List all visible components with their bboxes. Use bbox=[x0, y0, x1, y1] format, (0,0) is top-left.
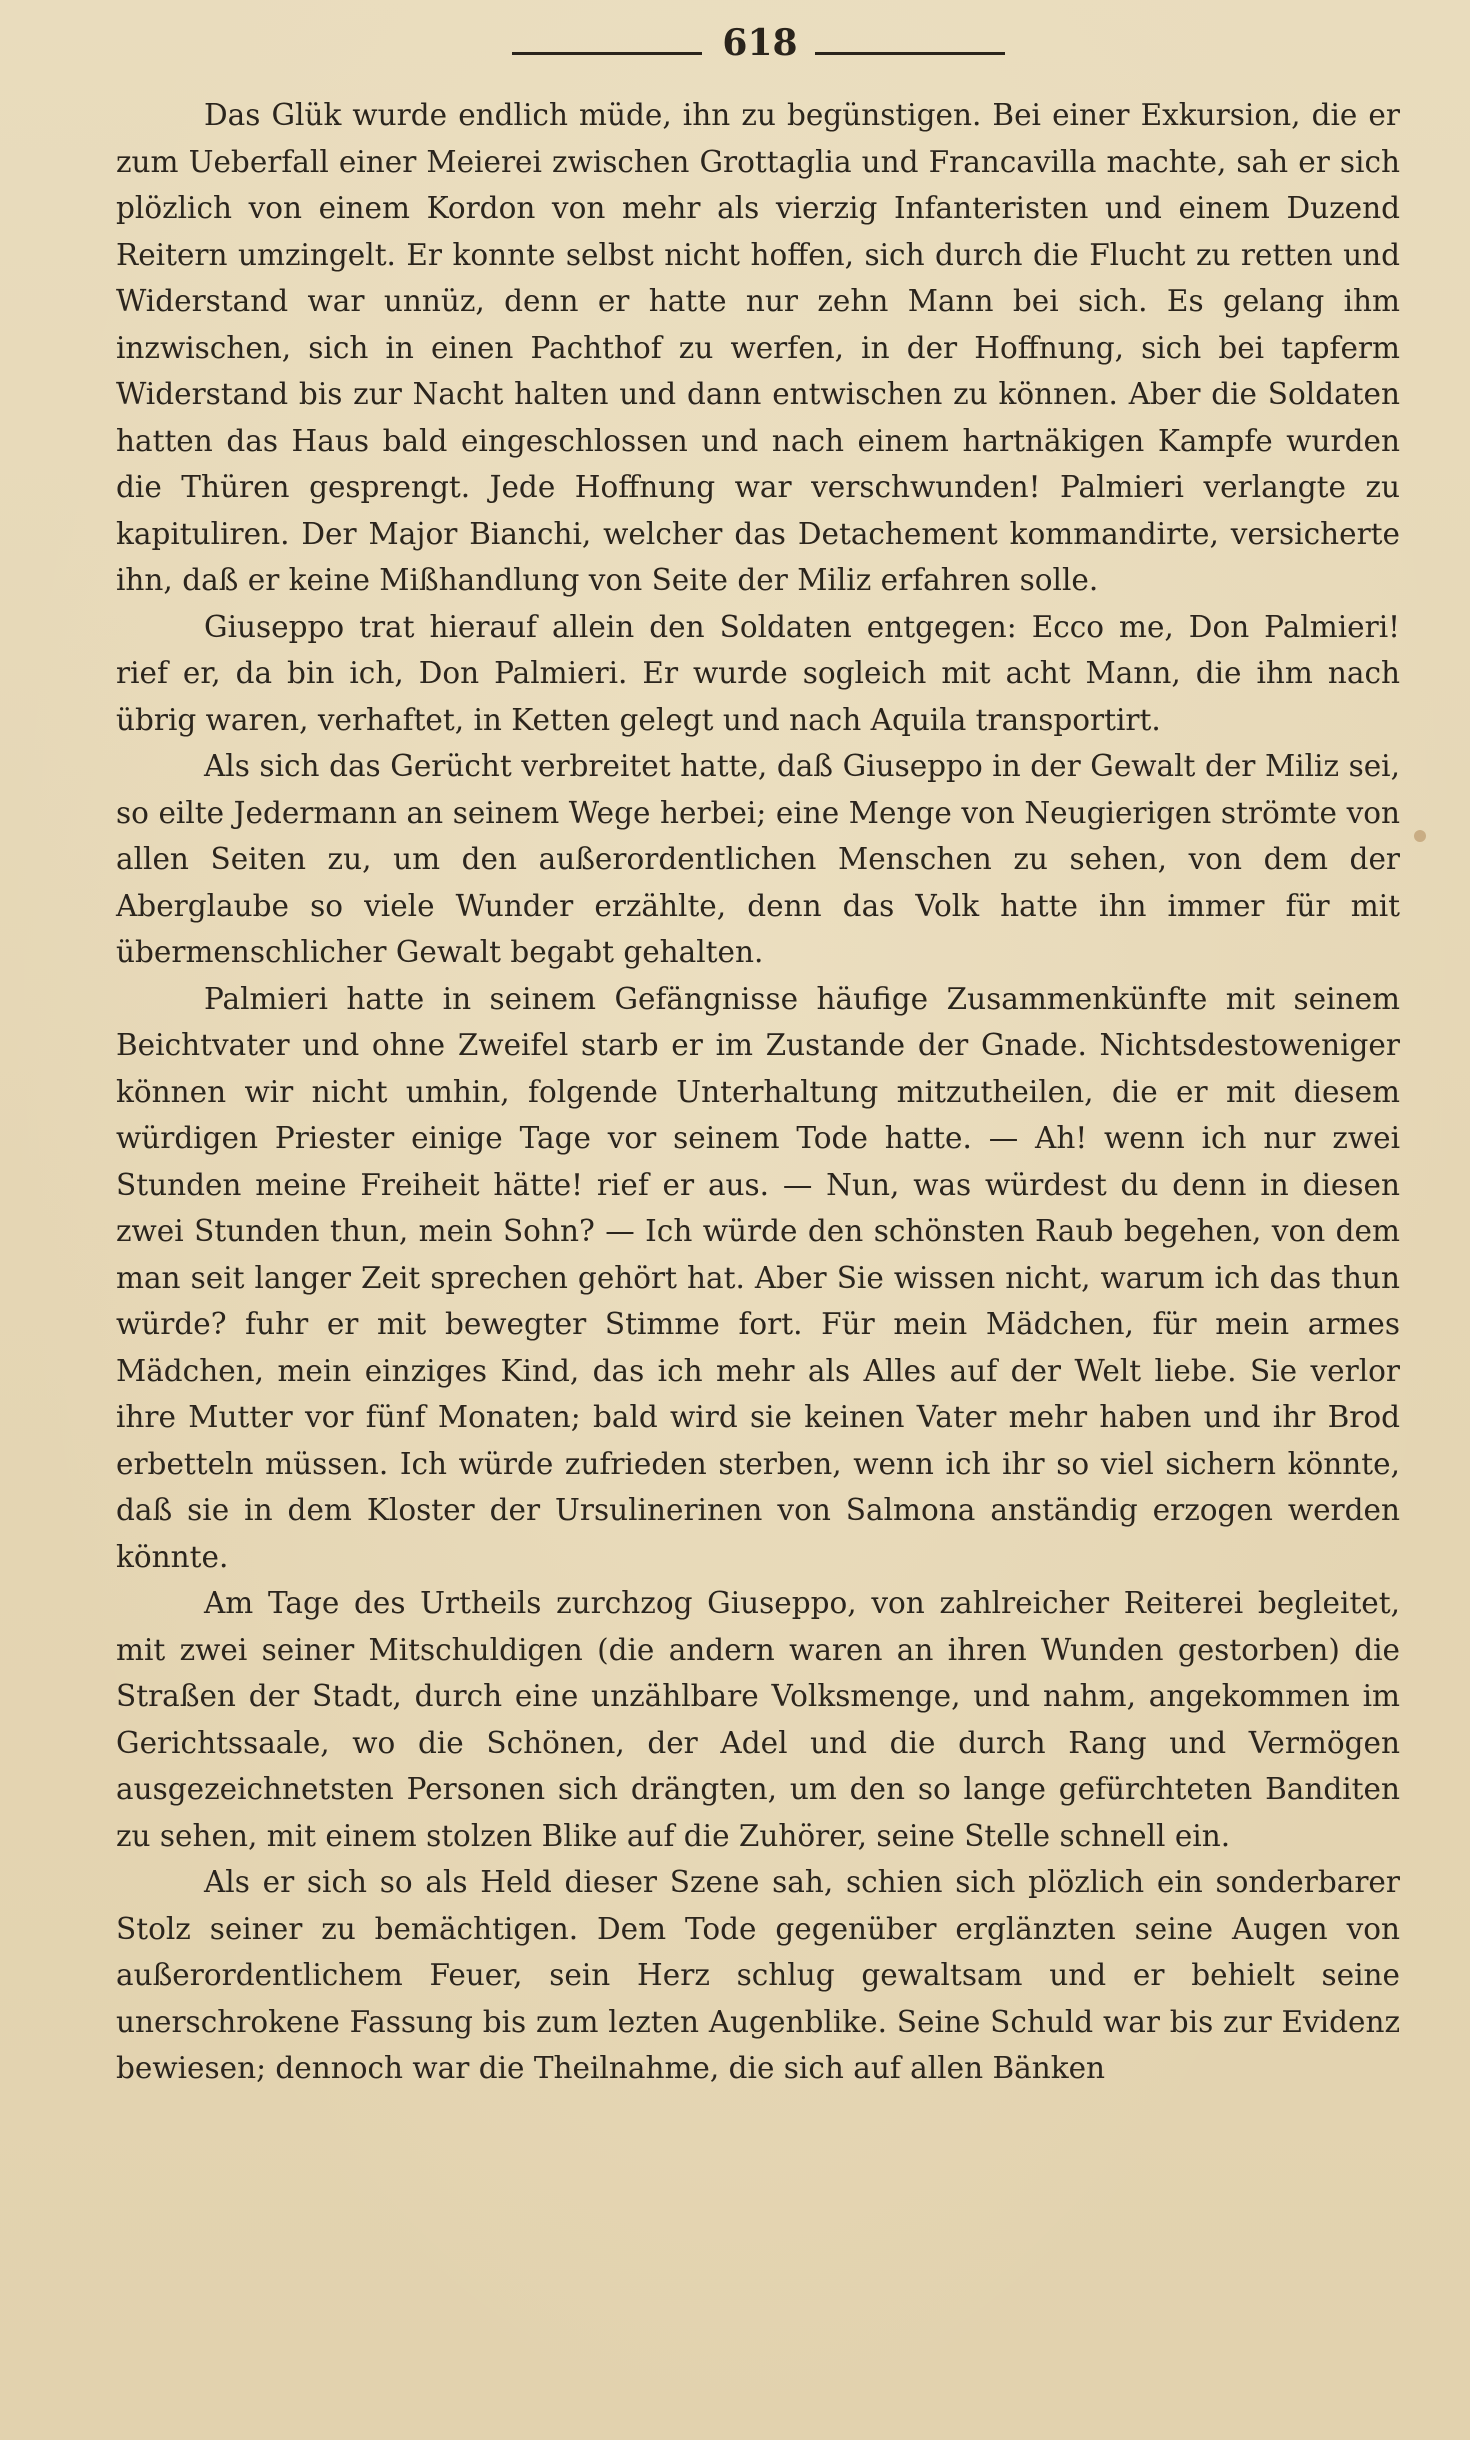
page-number: 618 bbox=[722, 22, 798, 64]
paragraph-1: Das Glük wurde endlich müde, ihn zu begünstigen. Bei einer Exkursion, die er zum Ueberfall einer Meierei zwischen Grottaglia und Francavilla machte, sah er sich plözlich von einem Kordon von mehr als vierzig Infanteristen und einem Duzend Reitern umzingelt. Er konnte selbst nicht hoffen, sich durch die Flucht zu retten und Widerstand war unnüz, denn er hatte nur zehn Mann bei sich. Es gelang ihm inzwischen, sich in einen Pachthof zu werfen, in der Hoffnung, sich bei tapferm Widerstand bis zur Nacht halten und dann entwischen zu können. Aber die Soldaten hatten das Haus bald eingeschlossen und nach einem hartnäkigen Kampfe wurden die Thüren gesprengt. Jede Hoffnung war verschwunden! Palmieri verlangte zu kapituliren. Der Major Bianchi, welcher das Detachement kommandirte, versicherte ihn, daß er keine Mißhandlung von Seite der Miliz erfahren solle. bbox=[116, 98, 1400, 597]
paper-stain bbox=[1414, 830, 1426, 842]
header-rule-left bbox=[512, 52, 702, 55]
paragraph-5: Am Tage des Urtheils zurchzog Giuseppo, von zahlreicher Reiterei begleitet, mit zwei seiner Mitschuldigen (die andern waren an ihren Wunden gestorben) die Straßen der Stadt, durch eine unzählbare Volksmenge, und nahm, angekommen im Gerichtssaale, wo die Schönen, der Adel und die durch Rang und Vermögen ausgezeichnetsten Personen sich drängten, um den so lange gefürchteten Banditen zu sehen, mit einem stolzen Blike auf die Zuhörer, seine Stelle schnell ein. bbox=[116, 1586, 1400, 1853]
paragraph-3: Als sich das Gerücht verbreitet hatte, daß Giuseppo in der Gewalt der Miliz sei, so eilte Jedermann an seinem Wege herbei; eine Menge von Neugierigen strömte von allen Seiten zu, um den außerordentlichen Menschen zu sehen, von dem der Aberglaube so viele Wunder erzählte, denn das Volk hatte ihn immer für mit übermenschlicher Gewalt begabt gehalten. bbox=[116, 749, 1400, 969]
header-rule-right bbox=[815, 52, 1005, 55]
paragraph-2: Giuseppo trat hierauf allein den Soldaten entgegen: Ecco me, Don Palmieri! rief er, da bin ich, Don Palmieri. Er wurde sogleich mit acht Mann, die ihm nach übrig waren, verhaftet, in Ketten gelegt und nach Aquila transportirt. bbox=[116, 609, 1400, 737]
paragraph-6: Als er sich so als Held dieser Szene sah, schien sich plözlich ein sonderbarer Stolz seiner zu bemächtigen. Dem Tode gegenüber erglänzten seine Augen von außerordentlichem Feuer, sein Herz schlug gewaltsam und er behielt seine unerschrokene Fassung bis zum lezten Augenblike. Seine Schuld war bis zur Evidenz bewiesen; dennoch war die Theilnahme, die sich auf allen Bänken bbox=[116, 1865, 1400, 2085]
body-text bbox=[116, 92, 1400, 2092]
paragraph-4: Palmieri hatte in seinem Gefängnisse häufige Zusammenkünfte mit seinem Beichtvater und ohne Zweifel starb er im Zustande der Gnade. Nichtsdestoweniger können wir nicht umhin, folgende Unterhaltung mitzutheilen, die er mit diesem würdigen Priester einige Tage vor seinem Tode hatte. — Ah! wenn ich nur zwei Stunden meine Freiheit hätte! rief er aus. — Nun, was würdest du denn in diesen zwei Stunden thun, mein Sohn? — Ich würde den schönsten Raub begehen, von dem man seit langer Zeit sprechen gehört hat. Aber Sie wissen nicht, warum ich das thun würde? fuhr er mit bewegter Stimme fort. Für mein Mädchen, für mein armes Mädchen, mein einziges Kind, das ich mehr als Alles auf der Welt liebe. Sie verlor ihre Mutter vor fünf Monaten; bald wird sie keinen Vater mehr haben und ihr Brod erbetteln müssen. Ich würde zufrieden sterben, wenn ich ihr so viel sichern könnte, daß sie in dem Kloster der Ursulinerinen von Salmona anständig erzogen werden könnte. bbox=[116, 981, 1400, 1574]
page-header bbox=[0, 22, 1470, 82]
